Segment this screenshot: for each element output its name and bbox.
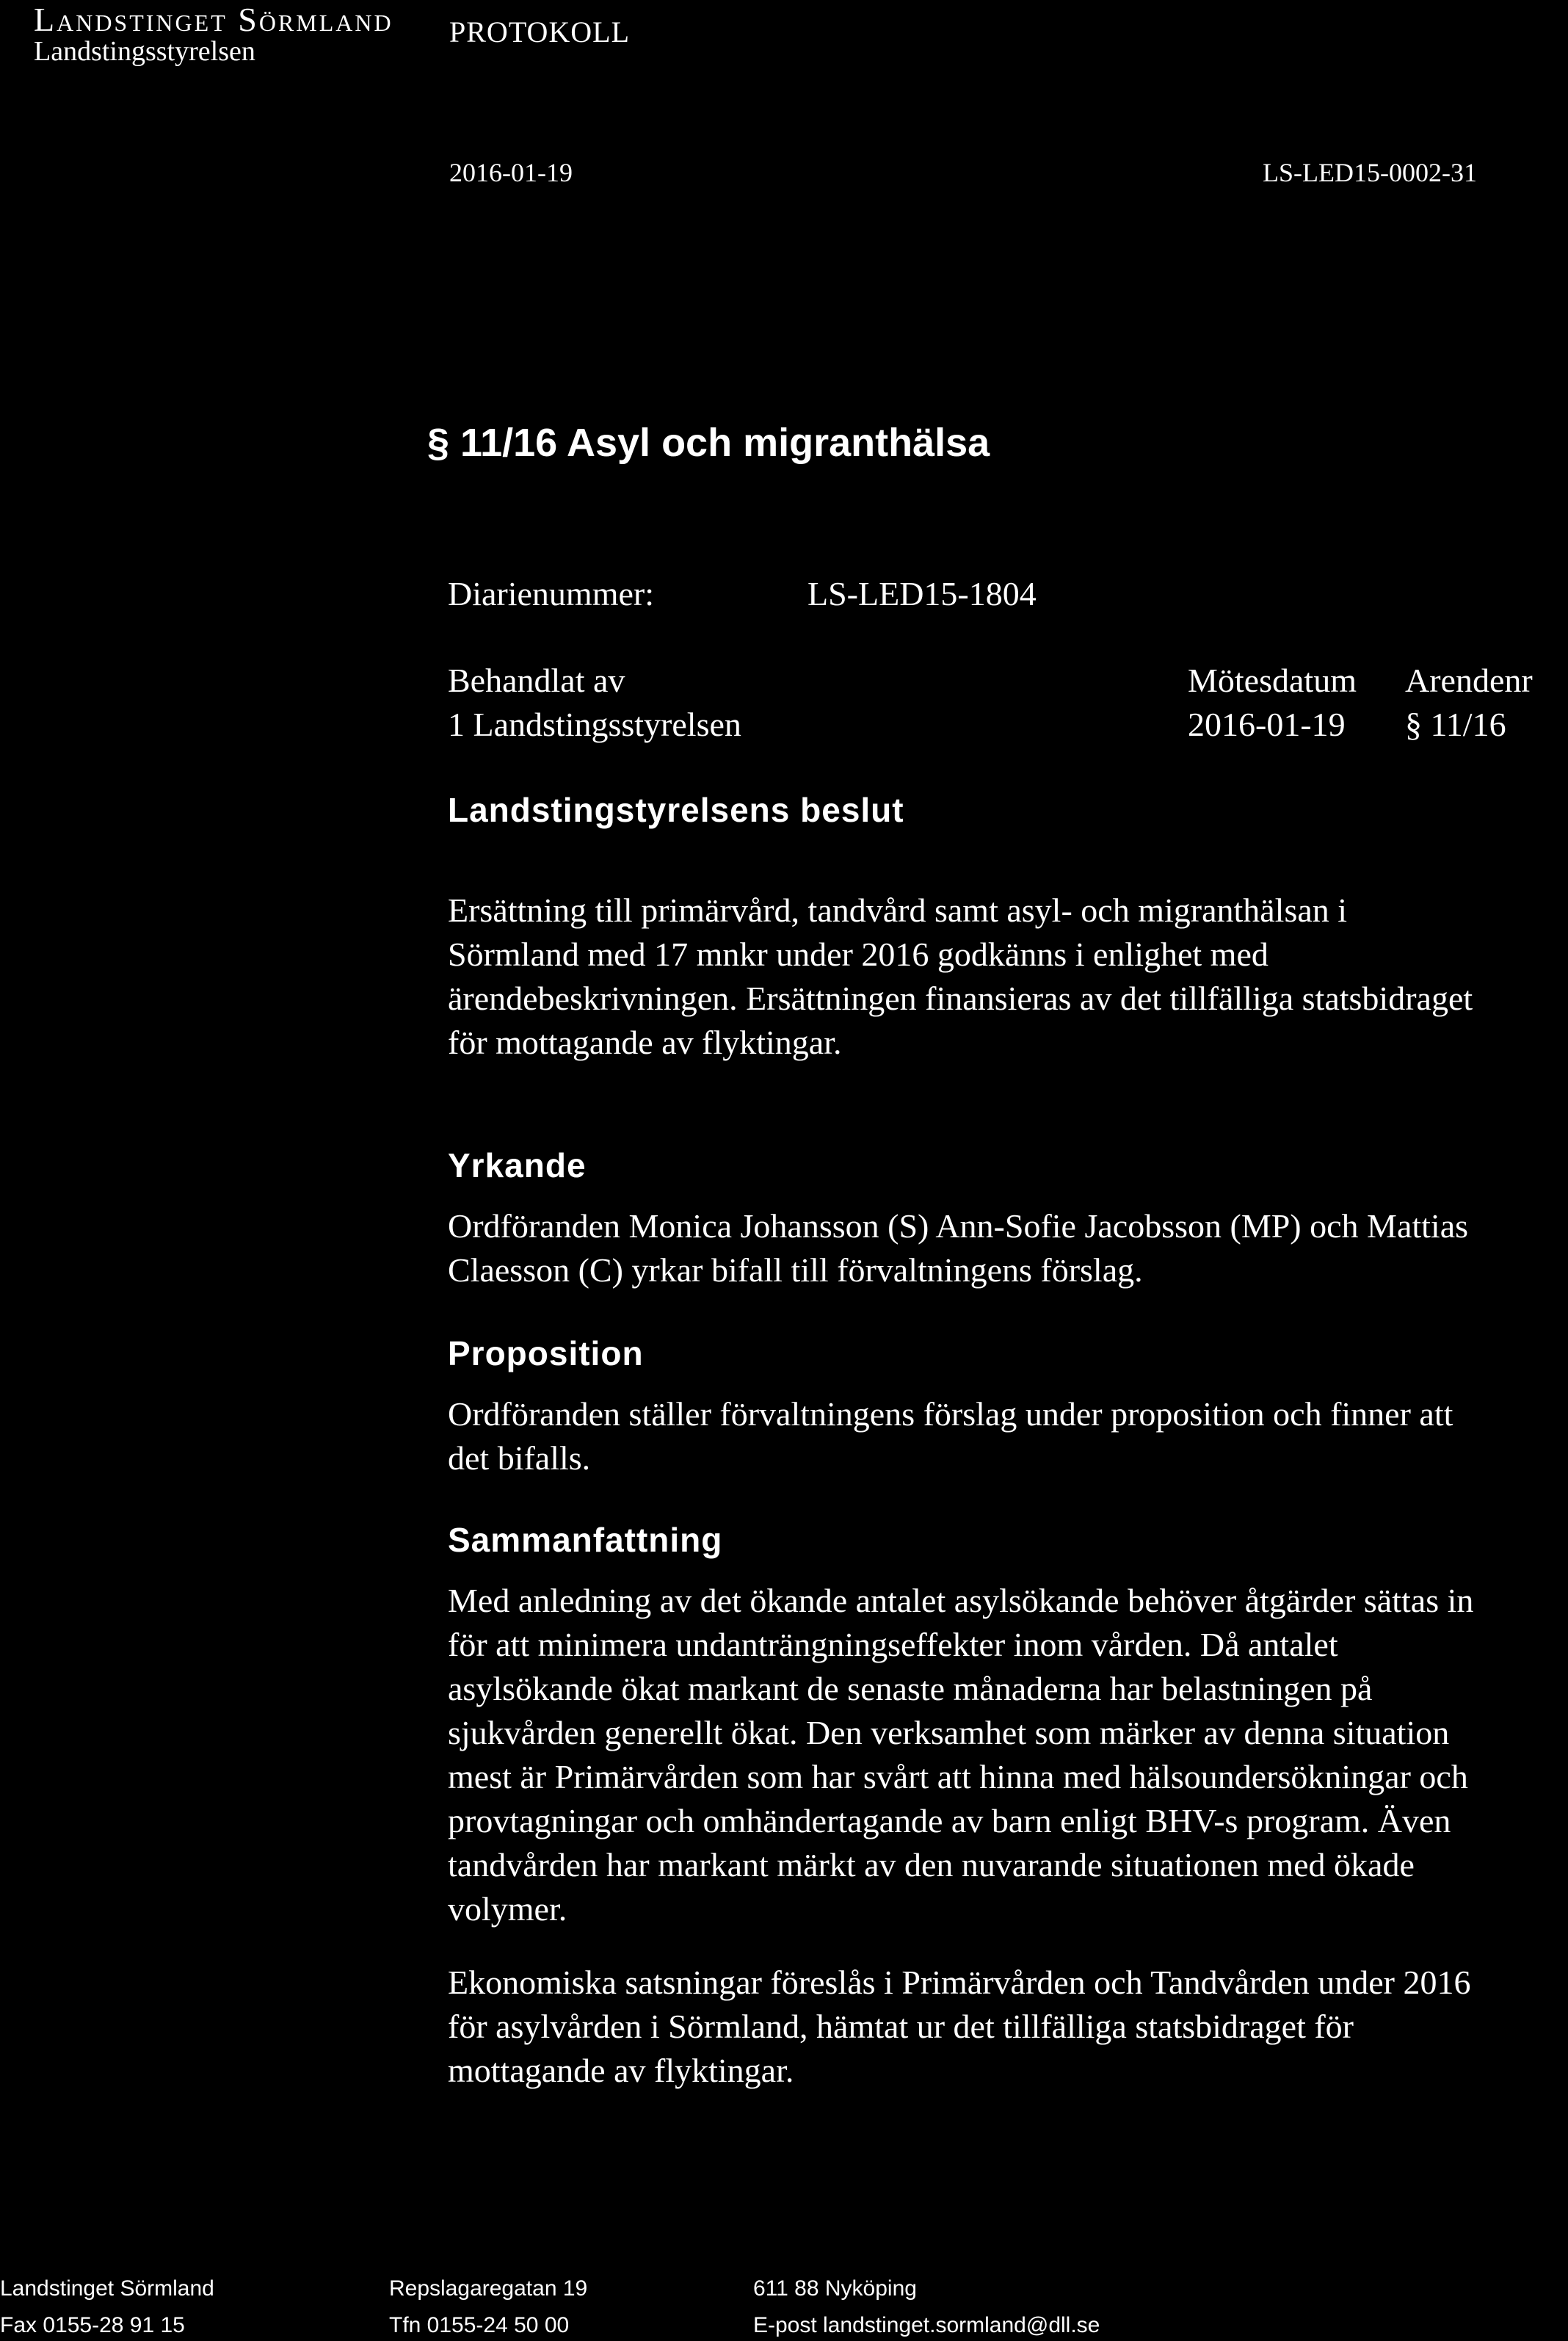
paragraph-line: Med anledning av det ökande antalet asylsökande behöver åtgärder sättas in	[448, 1582, 1474, 1619]
handled-by-value: 1 Landstingsstyrelsen	[448, 706, 741, 743]
paragraph-line: det bifalls.	[448, 1439, 591, 1477]
proposition-heading: Proposition	[448, 1334, 644, 1372]
case-number-label: Arendenr	[1405, 662, 1533, 699]
paragraph-line: för mottagande av flyktingar.	[448, 1024, 842, 1061]
document-type: PROTOKOLL	[449, 15, 631, 48]
footer-street: Repslagaregatan 19	[389, 2276, 588, 2301]
paragraph-line: tandvården har markant märkt av den nuvarande situationen med ökade	[448, 1846, 1415, 1884]
paragraph-line: asylsökande ökat markant de senaste månaderna har belastningen på	[448, 1670, 1373, 1707]
meeting-date-label: Mötesdatum	[1188, 662, 1357, 699]
footer-organization: Landstinget Sörmland	[0, 2276, 214, 2301]
diarie-label: Diarienummer:	[448, 575, 655, 612]
paragraph-line: Ersättning till primärvård, tandvård samt asyl- och migranthälsan i	[448, 891, 1348, 929]
paragraph-line: för att minimera undanträngningseffekter inom vården. Då antalet	[448, 1626, 1338, 1663]
footer-city: 611 88 Nyköping	[753, 2276, 917, 2301]
paragraph-line: för asylvården i Sörmland, hämtat ur det tillfälliga statsbidraget för	[448, 2008, 1354, 2045]
section-name: Asyl och migranthälsa	[567, 421, 990, 465]
paragraph-line: ärendebeskrivningen. Ersättningen finansieras av det tillfälliga statsbidraget	[448, 980, 1473, 1017]
organization-subtitle: Landstingsstyrelsen	[34, 36, 255, 67]
decision-heading: Landstingstyrelsens beslut	[448, 791, 904, 829]
paragraph-line: Ordföranden Monica Johansson (S) Ann-Sofie Jacobsson (MP) och Mattias	[448, 1207, 1469, 1245]
paragraph-line: sjukvården generellt ökat. Den verksamhet som märker av denna situation	[448, 1714, 1450, 1751]
document-reference: LS-LED15-0002-31	[1263, 158, 1477, 187]
economy-paragraph	[448, 1961, 1564, 2093]
summary-heading: Sammanfattning	[448, 1521, 723, 1559]
paragraph-line: Claesson (C) yrkar bifall till förvaltningens förslag.	[448, 1251, 1143, 1289]
paragraph-line: Ekonomiska satsningar föreslås i Primärvården och Tandvården under 2016	[448, 1964, 1471, 2001]
document-date: 2016-01-19	[449, 158, 573, 187]
decision-paragraph	[448, 889, 1564, 1065]
yrkande-paragraph	[448, 1204, 1564, 1292]
paragraph-line: Ordföranden ställer förvaltningens förslag under proposition och finner att	[448, 1395, 1453, 1433]
footer-email[interactable]: E-post landstinget.sormland@dll.se	[753, 2313, 1100, 2337]
proposition-paragraph	[448, 1392, 1564, 1480]
organization-name: Landstinget Sörmland	[34, 1, 393, 38]
footer-phone: Tfn 0155-24 50 00	[389, 2313, 570, 2337]
summary-paragraph	[448, 1579, 1564, 1931]
meeting-date-value: 2016-01-19	[1188, 706, 1346, 743]
handled-by-label: Behandlat av	[448, 662, 625, 699]
paragraph-line: volymer.	[448, 1890, 567, 1928]
section-number: § 11/16	[427, 421, 558, 465]
paragraph-line: provtagningar och omhändertagande av barn enligt BHV-s program. Även	[448, 1802, 1451, 1839]
footer-fax: Fax 0155-28 91 15	[0, 2313, 185, 2337]
paragraph-line: Sörmland med 17 mnkr under 2016 godkänns i enlighet med	[448, 936, 1268, 973]
diarie-value: LS-LED15-1804	[807, 575, 1037, 612]
yrkande-heading: Yrkande	[448, 1146, 587, 1184]
section-title	[427, 420, 990, 466]
paragraph-line: mest är Primärvården som har svårt att hinna med hälsoundersökningar och	[448, 1758, 1468, 1795]
paragraph-line: mottagande av flyktingar.	[448, 2052, 794, 2089]
case-number-value: § 11/16	[1405, 706, 1506, 743]
